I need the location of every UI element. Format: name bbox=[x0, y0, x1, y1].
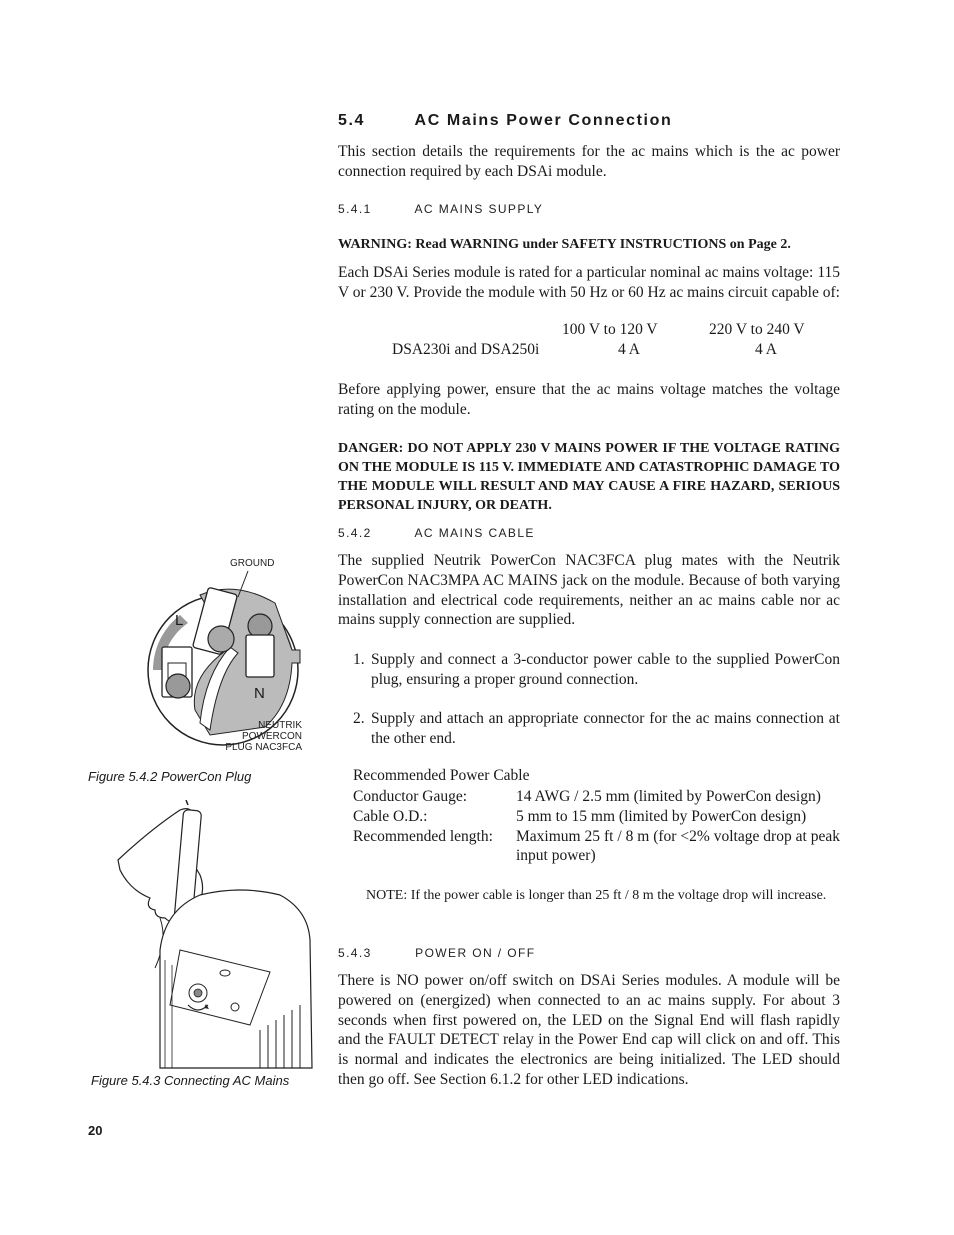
subsection-heading-542 bbox=[338, 526, 535, 540]
danger-text: DANGER: DO NOT APPLY 230 V MAINS POWER IF THE VOLTAGE RATING ON THE MODULE IS 115 V. IMMEDIATE AND CATASTROPHIC DAMAGE TO THE MODULE WILL RESULT AND MAY CAUSE A FIRE HAZARD, SERIOUS PERSONAL INJURY, OR DEATH. bbox=[338, 441, 840, 513]
figure-caption-powercon: Figure 5.4.2 PowerCon Plug bbox=[88, 769, 252, 784]
step-item bbox=[353, 709, 840, 749]
power-on-paragraph: There is NO power on/off switch on DSAi Series modules. A module will be powered on (energized) when connected to an ac mains supply. For about 3 seconds when first powered on, the LED on the Signal End will flash rapidly and the FAULT DETECT relay in the Power End cap will click on and off. This is normal and indicates the electronics are being initialized. The LED should then go off. See Section 6.1.2 for other LED indications. bbox=[338, 972, 840, 1088]
rating-col2-header: 220 V to 240 V bbox=[709, 321, 805, 338]
cable-heading: Recommended Power Cable bbox=[353, 767, 530, 784]
note-text: NOTE: If the power cable is longer than 25 ft / 8 m the voltage drop will increase. bbox=[366, 888, 827, 903]
cable-paragraph: The supplied Neutrik PowerCon NAC3FCA plug mates with the Neutrik PowerCon NAC3MPA AC MAINS jack on the module. Because of both varying installation and electrical code requirements, neither an ac mains cable nor ac mains supply connection are supplied. bbox=[338, 552, 840, 629]
connecting-mains-figure bbox=[110, 800, 320, 1070]
rating-row-label: DSA230i and DSA250i bbox=[392, 341, 540, 358]
spec-value: 5 mm to 15 mm (limited by PowerCon design) bbox=[516, 807, 807, 825]
subsection-number: 5.4.2 bbox=[338, 526, 372, 540]
subsection-title: AC MAINS SUPPLY bbox=[414, 202, 544, 216]
step-text: Supply and attach an appropriate connector for the ac mains connection at the other end. bbox=[371, 710, 840, 747]
rating-val2: 4 A bbox=[755, 341, 777, 358]
step-number: 1. bbox=[353, 651, 365, 668]
spec-label: Recommended length: bbox=[353, 827, 493, 845]
section-heading bbox=[338, 112, 672, 130]
page-number: 20 bbox=[88, 1123, 103, 1138]
rating-val1: 4 A bbox=[618, 341, 640, 358]
step-item bbox=[353, 650, 840, 690]
plug-model-label bbox=[225, 720, 302, 753]
plug-label-line: PLUG NAC3FCA bbox=[225, 742, 302, 753]
connecting-mains-drawing bbox=[110, 800, 320, 1070]
spec-value: Maximum 25 ft / 8 m (for <2% voltage drop at peak input power) bbox=[516, 827, 840, 865]
figure-caption-connecting: Figure 5.4.3 Connecting AC Mains bbox=[91, 1073, 290, 1088]
powercon-plug-figure bbox=[140, 555, 320, 760]
spec-label: Conductor Gauge: bbox=[353, 788, 468, 805]
l-label: L bbox=[175, 612, 184, 629]
section-number: 5.4 bbox=[338, 112, 366, 129]
subsection-number: 5.4.1 bbox=[338, 202, 372, 216]
table-row bbox=[353, 827, 840, 867]
warning-text: WARNING: Read WARNING under SAFETY INSTRUCTIONS on Page 2. bbox=[338, 237, 791, 252]
plug-label-line: NEUTRIK bbox=[258, 720, 302, 731]
rating-col1-header: 100 V to 120 V bbox=[562, 321, 658, 338]
n-label: N bbox=[254, 685, 265, 702]
table-row bbox=[353, 807, 840, 827]
cable-spec-table bbox=[353, 787, 840, 866]
section-intro: This section details the requirements for the ac mains which is the ac power connection required by each DSAi module. bbox=[338, 143, 840, 180]
section-title: AC Mains Power Connection bbox=[414, 112, 673, 129]
subsection-heading-541 bbox=[338, 202, 543, 216]
step-text: Supply and connect a 3-conductor power cable to the supplied PowerCon plug, ensuring a proper ground connection. bbox=[371, 651, 840, 688]
subsection-title: POWER ON / OFF bbox=[415, 946, 536, 960]
ground-label: GROUND bbox=[230, 558, 275, 569]
supply-paragraph: Each DSAi Series module is rated for a particular nominal ac mains voltage: 115 V or 230 V. Provide the module with 50 Hz or 60 Hz ac mains circuit capable of: bbox=[338, 264, 840, 301]
spec-label: Cable O.D.: bbox=[353, 807, 428, 825]
table-row bbox=[353, 787, 840, 807]
plug-label-line: POWERCON bbox=[242, 731, 302, 742]
subsection-heading-543 bbox=[338, 946, 535, 960]
spec-value: 14 AWG / 2.5 mm (limited by PowerCon design) bbox=[516, 788, 821, 805]
voltage-check-paragraph: Before applying power, ensure that the ac mains voltage matches the voltage rating on the module. bbox=[338, 381, 840, 418]
subsection-title: AC MAINS CABLE bbox=[414, 526, 535, 540]
subsection-number: 5.4.3 bbox=[338, 946, 372, 960]
step-number: 2. bbox=[353, 710, 365, 727]
